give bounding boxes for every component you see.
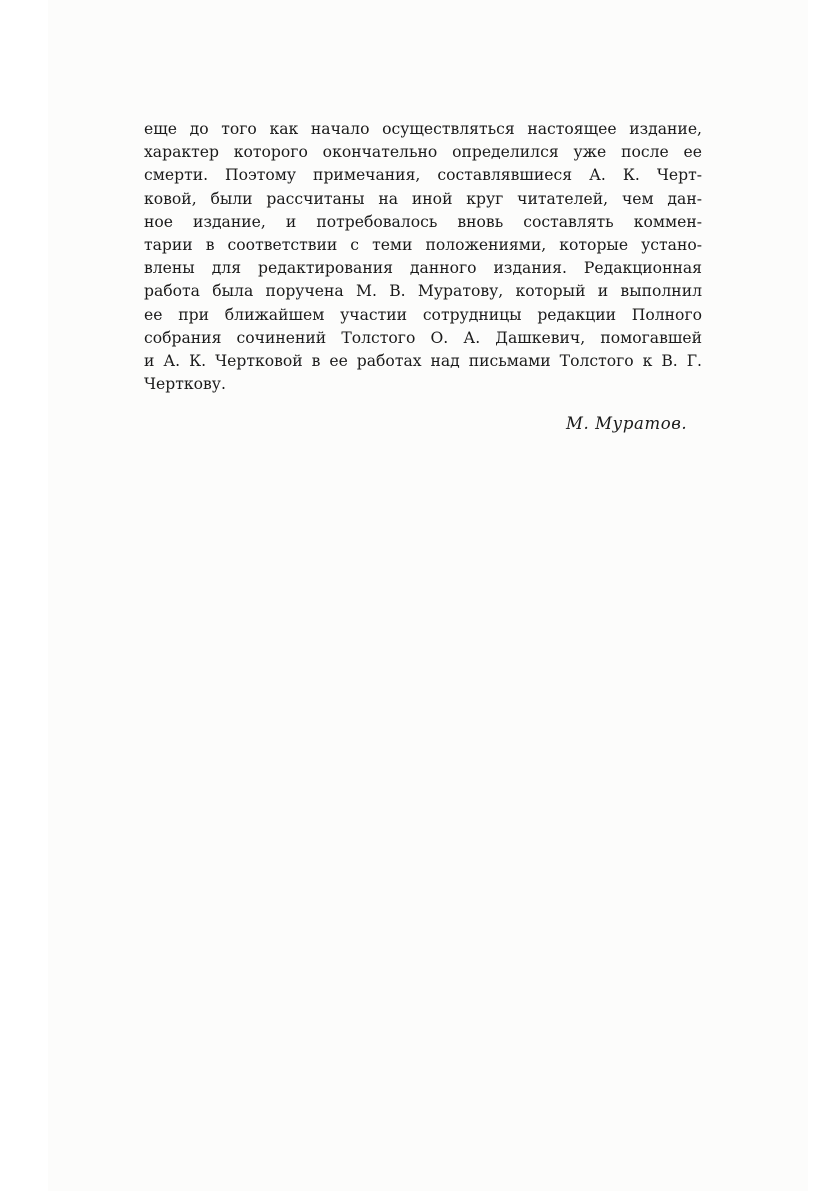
page-margin (0, 0, 48, 1191)
text-line: характер которого окончательно определился уже после ее (144, 143, 702, 162)
text-line: ее при ближайшем участии сотрудницы редакции Полного (144, 305, 702, 324)
text-line: ное издание, и потребовалось вновь составлять коммен- (144, 212, 702, 231)
text-line: работа была поручена М. В. Муратову, который и выполнил (144, 282, 702, 301)
text-line: ковой, были рассчитаны на иной круг читателей, чем дан- (144, 189, 702, 208)
text-line: и А. К. Чертковой в ее работах над письмами Толстого к В. Г. (144, 351, 702, 370)
text-line: собрания сочинений Толстого О. А. Дашкевич, помогавшей (144, 328, 702, 347)
body-paragraph (144, 118, 702, 396)
text-line: тарии в соответствии с теми положениями, которые устано- (144, 235, 702, 254)
text-line: Черткову. (144, 375, 226, 394)
author-signature: М. Муратов. (566, 414, 688, 433)
text-line: смерти. Поэтому примечания, составлявшиеся А. К. Черт- (144, 166, 702, 185)
text-line: влены для редактирования данного издания. Редакционная (144, 259, 702, 278)
text-line: еще до того как начало осуществляться настоящее издание, (144, 120, 702, 138)
